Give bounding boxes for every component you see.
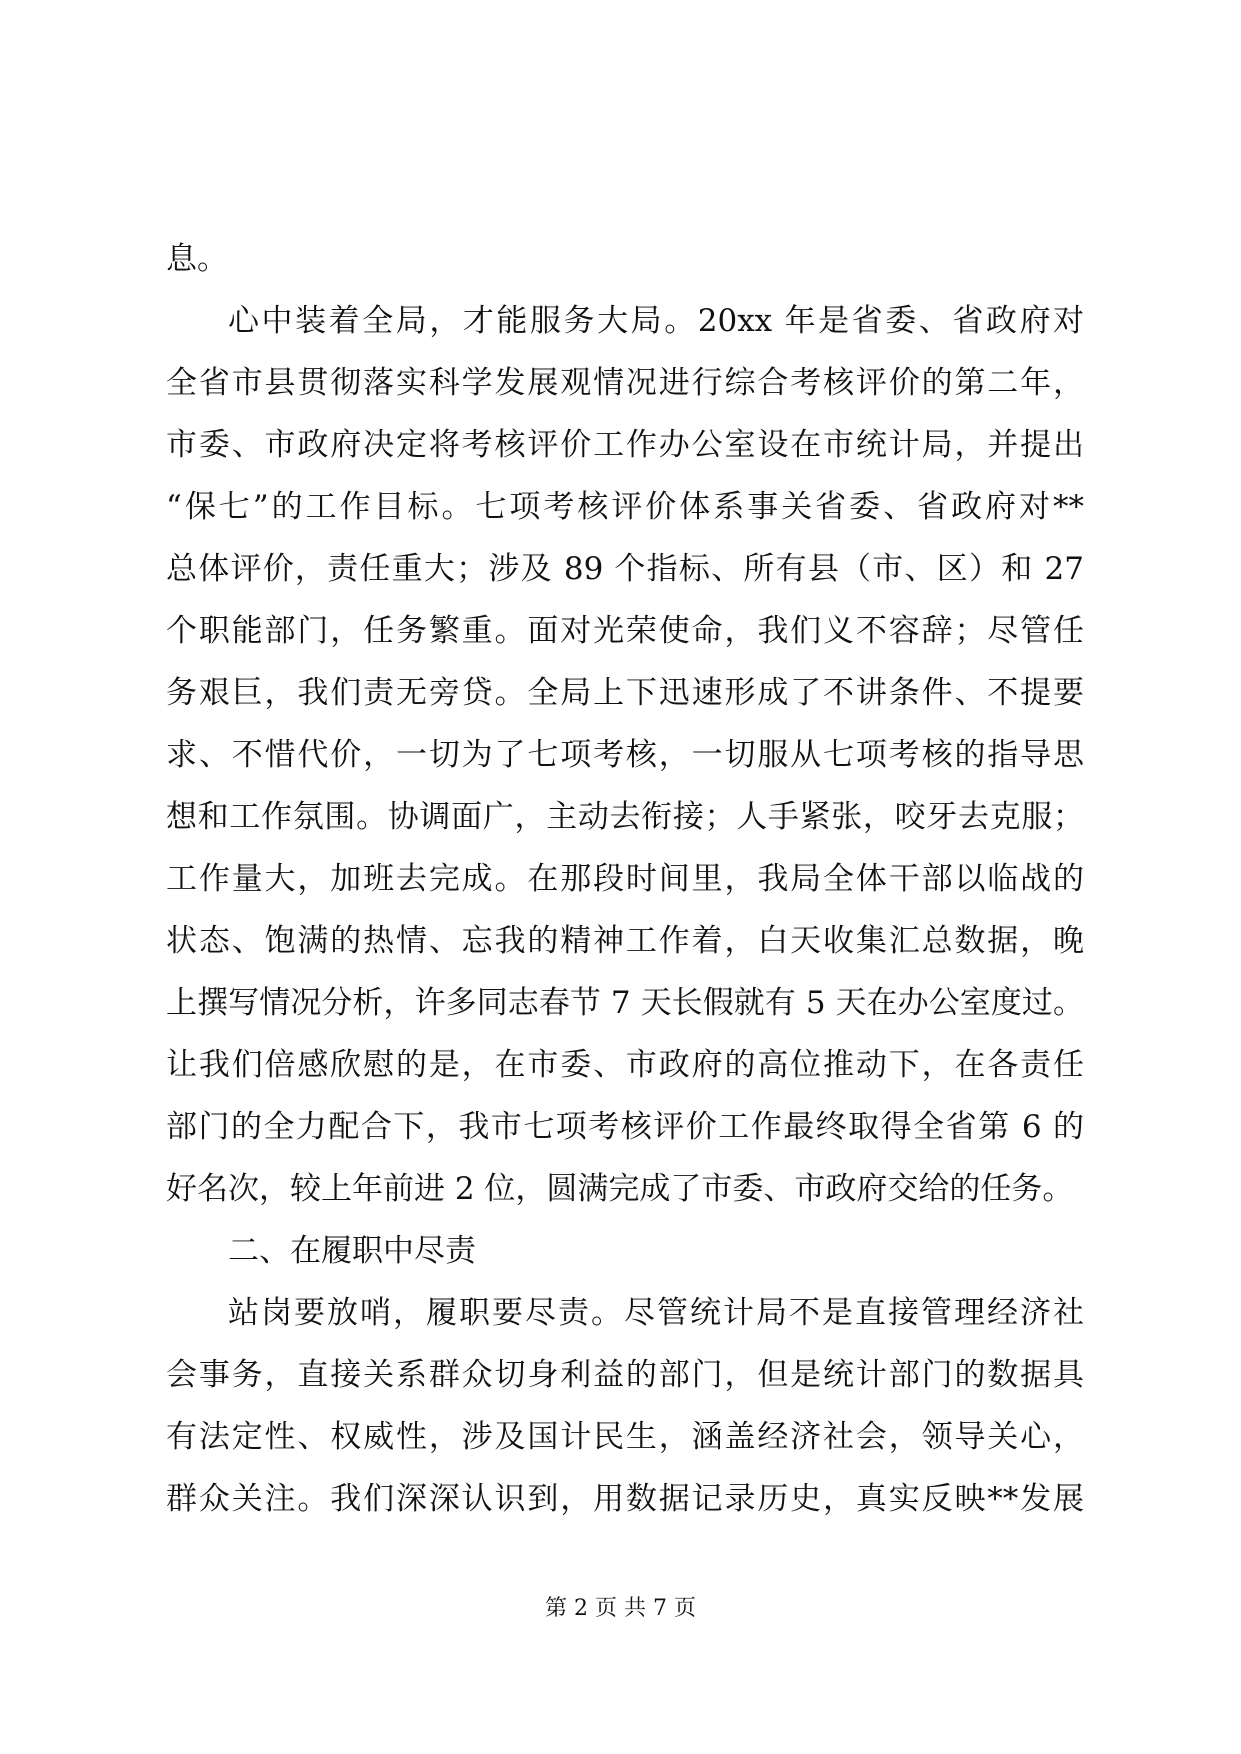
- body-text: [166, 228, 1084, 1530]
- text-line: 部门的全力配合下，我市七项考核评价工作最终取得全省第 6 的: [166, 1109, 1084, 1145]
- text-line: 二、在履职中尽责: [228, 1233, 476, 1269]
- text-line: 好名次，较上年前进 2 位，圆满完成了市委、市政府交给的任务。: [166, 1171, 1074, 1207]
- text-line: 市委、市政府决定将考核评价工作办公室设在市统计局，并提出: [166, 427, 1084, 463]
- text-line: “保七”的工作目标。七项考核评价体系事关省委、省政府对**: [166, 489, 1084, 525]
- text-line: 务艰巨，我们责无旁贷。全局上下迅速形成了不讲条件、不提要: [166, 675, 1084, 711]
- page-footer: 第 2 页 共 7 页: [545, 1596, 696, 1621]
- text-line: 心中装着全局，才能服务大局。20xx 年是省委、省政府对: [228, 303, 1084, 339]
- text-line: 工作量大，加班去完成。在那段时间里，我局全体干部以临战的: [166, 861, 1084, 897]
- text-line: 站岗要放哨，履职要尽责。尽管统计局不是直接管理经济社: [228, 1295, 1084, 1331]
- text-line: 让我们倍感欣慰的是，在市委、市政府的高位推动下，在各责任: [166, 1047, 1084, 1083]
- text-line: 有法定性、权威性，涉及国计民生，涵盖经济社会，领导关心，: [166, 1419, 1084, 1455]
- text-line: 会事务，直接关系群众切身利益的部门，但是统计部门的数据具: [166, 1357, 1084, 1393]
- text-line: 想和工作氛围。协调面广，主动去衔接；人手紧张，咬牙去克服；: [166, 799, 1084, 835]
- text-line: 息。: [166, 241, 228, 277]
- text-line: 总体评价，责任重大；涉及 89 个指标、所有县（市、区）和 27: [166, 551, 1084, 587]
- text-line: 群众关注。我们深深认识到，用数据记录历史，真实反映**发展: [166, 1481, 1084, 1517]
- text-line: 状态、饱满的热情、忘我的精神工作着，白天收集汇总数据，晚: [166, 923, 1084, 959]
- text-line: 上撰写情况分析，许多同志春节 7 天长假就有 5 天在办公室度过。: [166, 985, 1084, 1021]
- text-line: 个职能部门，任务繁重。面对光荣使命，我们义不容辞；尽管任: [166, 613, 1084, 649]
- text-line: 求、不惜代价，一切为了七项考核，一切服从七项考核的指导思: [166, 737, 1084, 773]
- text-line: 全省市县贯彻落实科学发展观情况进行综合考核评价的第二年，: [166, 365, 1084, 401]
